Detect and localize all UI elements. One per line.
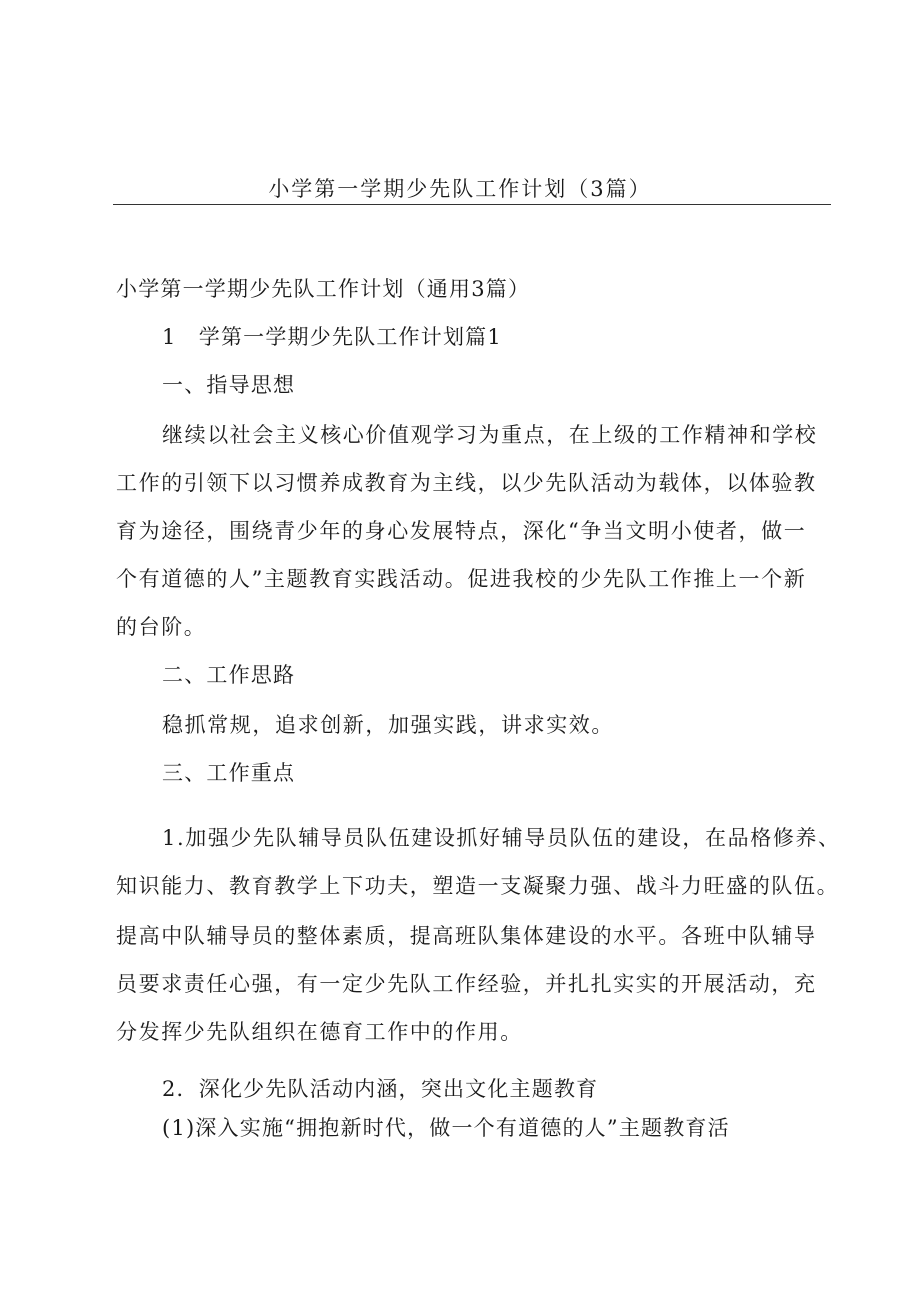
paragraph-line: 知识能力、教育教学上下功夫，塑造一支凝聚力强、战斗力旺盛的队伍。: [116, 874, 840, 898]
paragraph-line: 育为途径，围绕青少年的身心发展特点，深化“争当文明小使者，做一: [116, 519, 807, 543]
list-item-2-1: (1)深入实施“拥抱新时代，做一个有道德的人”主题教育活: [162, 1116, 730, 1140]
paragraph-line: 1.加强少先队辅导员队伍建设抓好辅导员队伍的建设，在品格修养、: [162, 826, 841, 850]
document-subtitle: 小学第一学期少先队工作计划（通用3篇）: [116, 277, 531, 301]
paragraph-line: 工作的引领下以习惯养成教育为主线，以少先队活动为载体，以体验教: [116, 471, 817, 495]
section-heading-work-focus: 三、工作重点: [162, 761, 296, 785]
article-heading: 1 学第一学期少先队工作计划篇1: [162, 325, 502, 349]
paragraph-line: 提高中队辅导员的整体素质，提高班队集体建设的水平。各班中队辅导: [116, 924, 817, 948]
title-underline: [113, 204, 831, 205]
paragraph-line: 的台阶。: [116, 615, 207, 639]
document-title: 小学第一学期少先队工作计划（3篇）: [268, 177, 652, 201]
paragraph-line: 稳抓常规，追求创新，加强实践，讲求实效。: [162, 713, 614, 737]
paragraph-line: 继续以社会主义核心价值观学习为重点，在上级的工作精神和学校: [162, 423, 818, 447]
section-heading-guiding-ideology: 一、指导思想: [162, 373, 296, 397]
paragraph-line: 个有道德的人”主题教育实践活动。促进我校的少先队工作推上一个新: [116, 567, 807, 591]
list-item-2: 2．深化少先队活动内涵，突出文化主题教育: [162, 1077, 599, 1101]
section-heading-work-approach: 二、工作思路: [162, 663, 296, 687]
paragraph-line: 分发挥少先队组织在德育工作中的作用。: [116, 1020, 523, 1044]
paragraph-line: 员要求责任心强，有一定少先队工作经验，并扎扎实实的开展活动，充: [116, 972, 817, 996]
